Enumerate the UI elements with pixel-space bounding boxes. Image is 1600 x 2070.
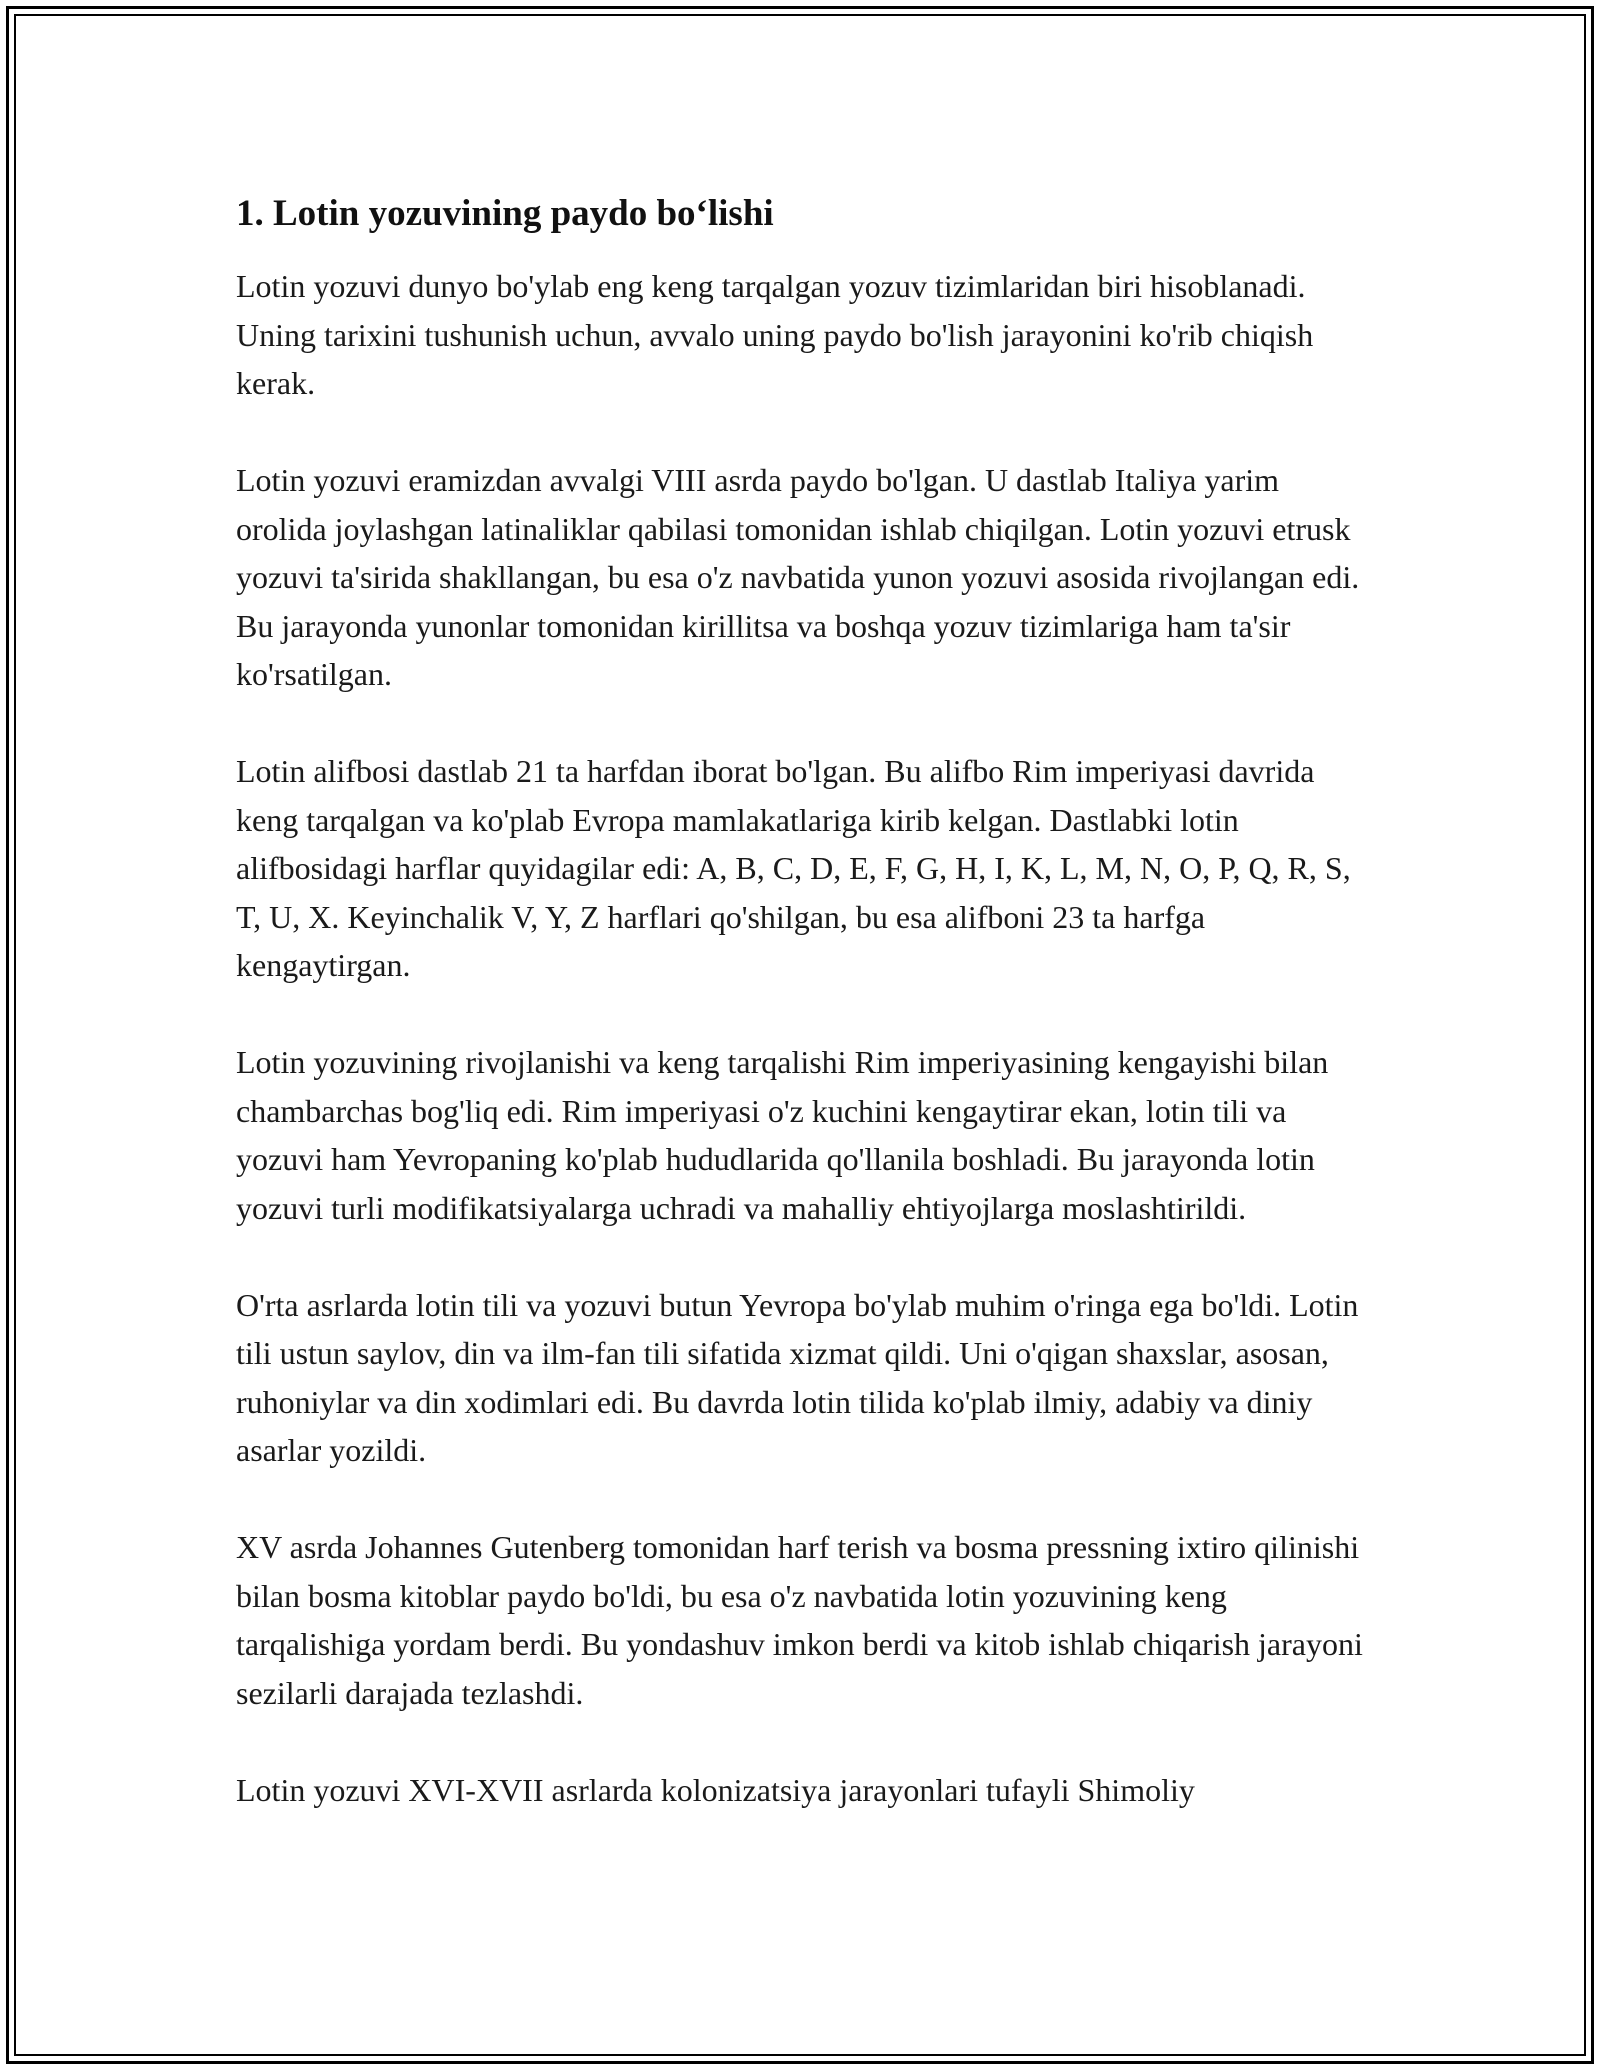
paragraph-alphabet: Lotin alifbosi dastlab 21 ta harfdan iborat bo'lgan. Bu alifbo Rim imperiyasi davrida keng tarqalgan va ko'plab Evropa mamlakatlariga kirib kelgan. Dastlabki lotin alifbosidagi harflar quyidagilar edi: A, B, C, D, E, F, G, H, I, K, L, M, N, O, P, Q, R, S, T, U, X. Keyinchalik V, Y, Z harflari qo'shilgan, bu esa alifboni 23 ta harfga kengaytirgan. <box>236 753 1351 983</box>
section-heading: 1. Lotin yozuvining paydo bo‘lishi <box>236 193 774 234</box>
paragraph-intro: Lotin yozuvi dunyo bo'ylab eng keng tarqalgan yozuv tizimlaridan biri hisoblanadi. Uning tarixini tushunish uchun, avvalo uning paydo bo'lish jarayonini ko'rib chiqish kerak. <box>236 268 1314 401</box>
paragraph-origin: Lotin yozuvi eramizdan avvalgi VIII asrda paydo bo'lgan. U dastlab Italiya yarim orolida joylashgan latinaliklar qabilasi tomonidan ishlab chiqilgan. Lotin yozuvi etrusk yozuvi ta'sirida shakllangan, bu esa o'z navbatida yunon yozuvi asosida rivojlangan edi. Bu jarayonda yunonlar tomonidan kirillitsa va boshqa yozuv tizimlariga ham ta'sir ko'rsatilgan. <box>236 462 1360 692</box>
paragraph-roman-empire: Lotin yozuvining rivojlanishi va keng tarqalishi Rim imperiyasining kengayishi bilan chambarchas bog'liq edi. Rim imperiyasi o'z kuchini kengaytirar ekan, lotin tili va yozuvi ham Yevropaning ko'plab hududlarida qo'llanila boshladi. Bu jarayonda lotin yozuvi turli modifikatsiyalarga uchradi va mahalliy ehtiyojlarga moslashtirildi. <box>236 1044 1329 1226</box>
document-body <box>236 190 1376 1863</box>
paragraph-gutenberg: XV asrda Johannes Gutenberg tomonidan harf terish va bosma pressning ixtiro qilinishi bilan bosma kitoblar paydo bo'ldi, bu esa o'z navbatida lotin yozuvining keng tarqalishiga yordam berdi. Bu yondashuv imkon berdi va kitob ishlab chiqarish jarayoni sezilarli darajada tezlashdi. <box>236 1529 1363 1711</box>
paragraph-colonization: Lotin yozuvi XVI-XVII asrlarda kolonizatsiya jarayonlari tufayli Shimoliy <box>236 1771 1195 1808</box>
paragraph-middle-ages: O'rta asrlarda lotin tili va yozuvi butun Yevropa bo'ylab muhim o'ringa ega bo'ldi. Lotin tili ustun saylov, din va ilm-fan tili sifatida xizmat qildi. Uni o'qigan shaxslar, asosan, ruhoniylar va din xodimlari edi. Bu davrda lotin tilida ko'plab ilmiy, adabiy va diniy asarlar yozildi. <box>236 1286 1359 1468</box>
